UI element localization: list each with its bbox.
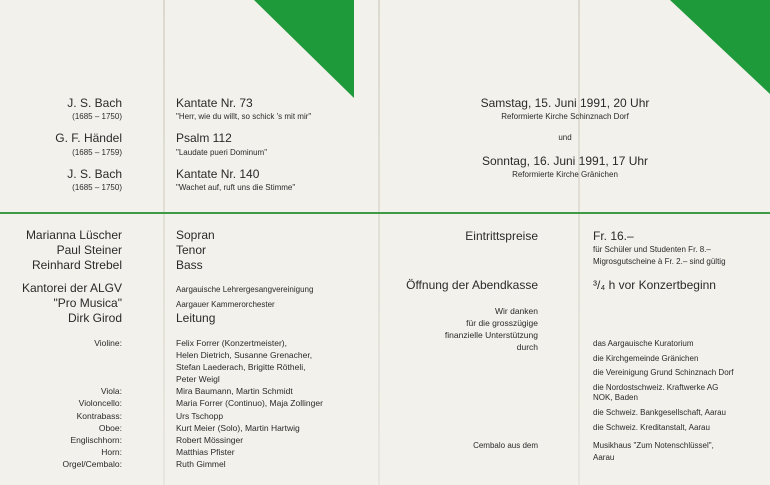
sponsor-item: die Schweiz. Kreditanstalt, Aarau [593,422,710,432]
thanks-line: für die grosszügige [466,318,538,329]
composer-dates: (1685 – 1750) [72,112,122,121]
concert-date: Sonntag, 16. Juni 1991, 17 Uhr [481,154,649,168]
green-divider-line [0,212,770,214]
cembalo-label: Cembalo aus dem [473,441,538,450]
work-title: Psalm 112 [176,131,232,145]
instrument-labels [62,385,122,470]
sponsor-list [593,337,734,435]
admission-note: für Schüler und Studenten Fr. 8.– [593,245,711,254]
instrument-label: Orgel/Cembalo: [62,458,122,469]
green-corner-triangle-right [670,0,770,96]
thanks-line: durch [516,342,538,353]
concert-und: und [558,133,572,142]
concert-venue: Reformierte Kirche Gränichen [512,170,618,179]
players-list [176,337,323,470]
instrument-label: Violine: [94,338,122,348]
instrument-label: Violoncello: [78,398,122,409]
concert-date: Samstag, 15. Juni 1991, 20 Uhr [480,96,650,110]
soloist-name: Paul Steiner [56,243,122,257]
player-line: Mira Baumann, Martin Schmidt [176,386,293,397]
soloist-role: Bass [176,258,203,272]
player-line: Peter Weigl [176,374,220,385]
player-line: Stefan Laederach, Brigitte Rötheli, [176,362,306,373]
fold-line-left [163,0,165,485]
concert-venue: Reformierte Kirche Schinznach Dorf [501,112,629,121]
player-line: Robert Mössinger [176,434,244,445]
soloist-name: Reinhard Strebel [31,258,122,272]
sponsor-item: das Aargauische Kuratorium [593,339,694,348]
sponsor-item: die Kirchgemeinde Gränichen [593,353,699,363]
admission-note: Migrosgutscheine à Fr. 2.– sind gültig [593,257,726,266]
director-name: Dirk Girod [67,311,122,325]
composer-name: G. F. Händel [55,131,122,145]
player-line: Matthias Pfister [176,446,235,457]
box-office-label: Öffnung der Abendkasse [406,278,538,292]
soloist-role: Tenor [176,243,207,257]
cembalo-source: Aarau [593,453,615,462]
composer-dates: (1685 – 1750) [72,183,122,192]
soloist-name: Marianna Lüscher [25,228,122,242]
work-subtitle: "Herr, wie du willt, so schick 's mit mir" [176,112,312,121]
instrument-label: Viola: [100,386,122,397]
choir-subname: "Pro Musica" [53,296,122,310]
composer-name: J. S. Bach [67,96,122,110]
instrument-label: Englischhorn: [70,434,122,445]
thanks-text [445,305,538,353]
work-title: Kantate Nr. 73 [176,96,253,110]
player-line: Helen Dietrich, Susanne Grenacher, [176,350,313,361]
cembalo-source: Musikhaus "Zum Notenschlüssel", [593,441,714,450]
work-subtitle: "Wachet auf, ruft uns die Stimme" [176,183,296,192]
admission-label: Eintrittspreise [465,229,538,243]
sponsor-item: die Nordostschweiz. Kraftwerke AG [593,382,719,392]
work-title: Kantate Nr. 140 [176,167,260,181]
player-line: Urs Tschopp [176,410,224,421]
green-corner-triangle-left [254,0,354,100]
soloist-role: Sopran [176,228,215,242]
thanks-line: finanzielle Unterstützung [444,330,538,341]
composer-name: J. S. Bach [67,167,122,181]
leitung-label: Leitung [176,311,216,325]
player-line: Kurt Meier (Solo), Martin Hartwig [176,422,300,433]
composer-dates: (1685 – 1759) [72,148,122,157]
sponsor-item: die Vereinigung Grund Schinznach Dorf [593,368,734,378]
thanks-line: Wir danken [495,306,538,316]
choir-name: Kantorei der ALGV [21,281,122,295]
admission-price: Fr. 16.– [593,229,634,243]
instrument-label: Kontrabass: [76,410,122,421]
player-line: Maria Forrer (Continuo), Maja Zollinger [176,398,323,409]
instrument-label: Oboe: [98,422,122,433]
work-subtitle: "Laudate pueri Dominum" [176,148,268,157]
box-office-time: ³/₄ h vor Konzertbeginn [593,278,716,292]
player-line: Ruth Gimmel [176,458,226,469]
fold-line-right [578,0,580,485]
fold-line-center [378,0,380,485]
choir-description: Aargauische Lehrergesangvereinigung [176,285,314,294]
sponsor-item: die Schweiz. Bankgesellschaft, Aarau [593,407,726,417]
instrument-label: Horn: [101,446,122,457]
player-line: Felix Forrer (Konzertmeister), [176,338,287,348]
sponsor-item: NOK, Baden [593,393,638,403]
orchestra-name: Aargauer Kammerorchester [176,300,275,309]
